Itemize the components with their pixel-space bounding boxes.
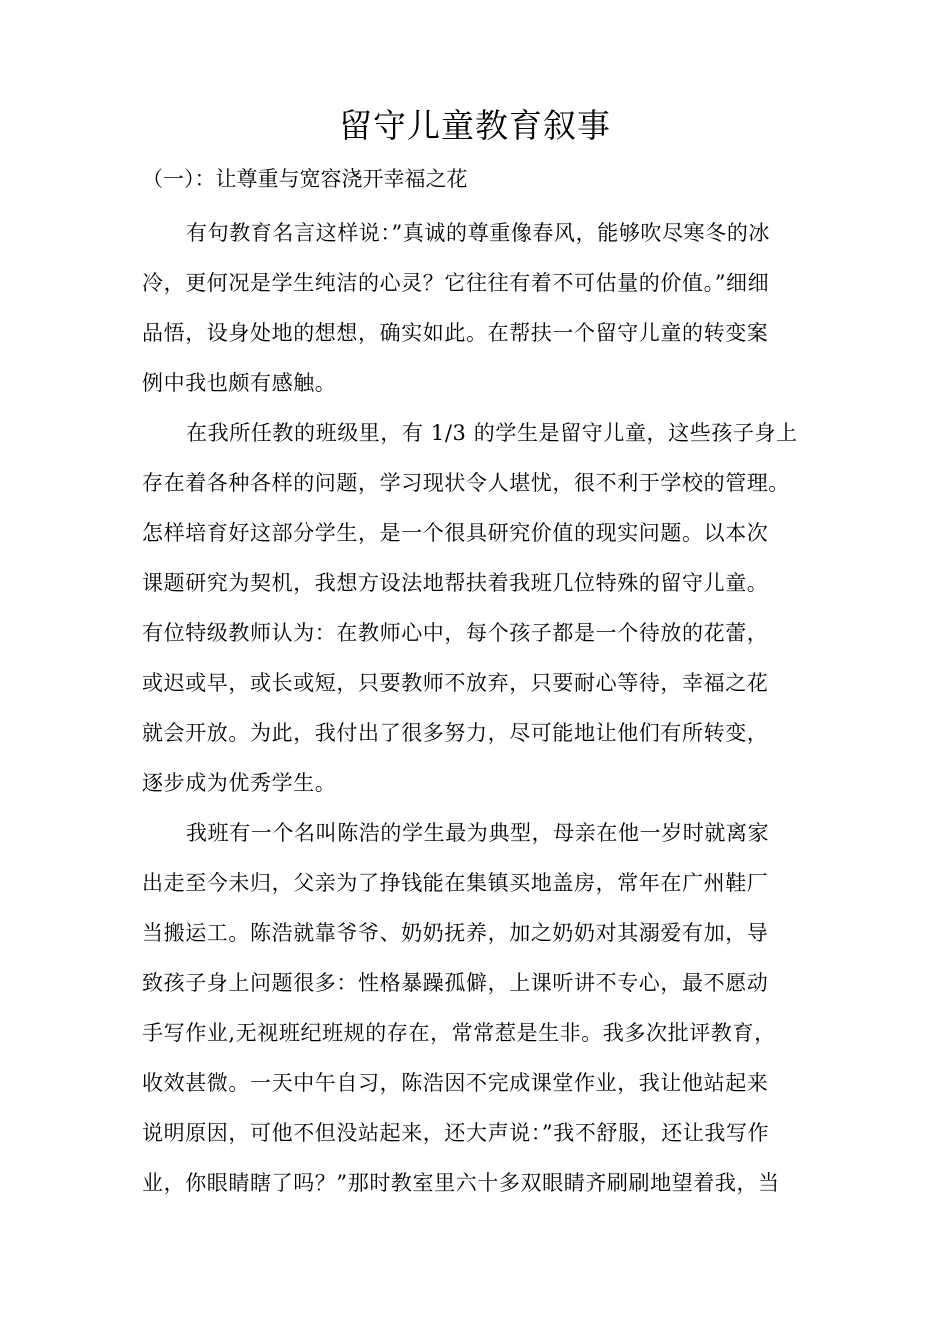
paragraph-line: 品悟，设身处地的想想，确实如此。在帮扶一个留守儿童的转变案 bbox=[142, 321, 769, 345]
section-heading: （一）：让尊重与宽容浇开幸福之花 bbox=[142, 167, 468, 191]
paragraph-line: 就会开放。为此，我付出了很多努力，尽可能地让他们有所转变， bbox=[142, 721, 769, 745]
document-body bbox=[142, 208, 822, 1208]
paragraph-line: 例中我也颇有感触。 bbox=[142, 371, 337, 395]
paragraph-line: 怎样培育好这部分学生，是一个很具研究价值的现实问题。以本次 bbox=[142, 521, 769, 545]
paragraph-line: 说明原因，可他不但没站起来，还大声说：”我不舒服，还让我写作 bbox=[142, 1121, 770, 1145]
paragraph-line: 收效甚微。一天中午自习，陈浩因不完成课堂作业，我让他站起来 bbox=[142, 1071, 769, 1095]
paragraph-line: 当搬运工。陈浩就靠爷爷、奶奶抚养，加之奶奶对其溺爱有加，导 bbox=[142, 921, 769, 945]
paragraph-line: 我班有一个名叫陈浩的学生最为典型，母亲在他一岁时就离家 bbox=[186, 821, 770, 845]
paragraph-line: 在我所任教的班级里，有 1/3 的学生是留守儿童，这些孩子身上 bbox=[186, 421, 798, 445]
paragraph-line: 出走至今未归，父亲为了挣钱能在集镇买地盖房，常年在广州鞋厂 bbox=[142, 871, 769, 895]
document-title: 留守儿童教育叙事 bbox=[339, 106, 611, 145]
paragraph-line: 冷，更何况是学生纯洁的心灵？它往往有着不可估量的价值。”细细 bbox=[142, 271, 770, 295]
paragraph-line: 有句教育名言这样说：”真诚的尊重像春风，能够吹尽寒冬的冰 bbox=[186, 221, 771, 245]
paragraph-line: 存在着各种各样的问题，学习现状令人堪忧，很不利于学校的管理。 bbox=[142, 471, 790, 495]
paragraph-line: 逐步成为优秀学生。 bbox=[142, 771, 337, 795]
paragraph-line: 手写作业,无视班纪班规的存在，常常惹是生非。我多次批评教育， bbox=[142, 1021, 776, 1045]
paragraph-line: 有位特级教师认为：在教师心中，每个孩子都是一个待放的花蕾， bbox=[142, 621, 769, 645]
paragraph-line: 致孩子身上问题很多：性格暴躁孤僻，上课听讲不专心，最不愿动 bbox=[142, 971, 769, 995]
paragraph-line: 业，你眼睛瞎了吗？”那时教室里六十多双眼睛齐刷刷地望着我，当 bbox=[142, 1171, 780, 1195]
paragraph-line: 课题研究为契机，我想方设法地帮扶着我班几位特殊的留守儿童。 bbox=[142, 571, 769, 595]
paragraph-line: 或迟或早，或长或短，只要教师不放弃，只要耐心等待，幸福之花 bbox=[142, 671, 769, 695]
